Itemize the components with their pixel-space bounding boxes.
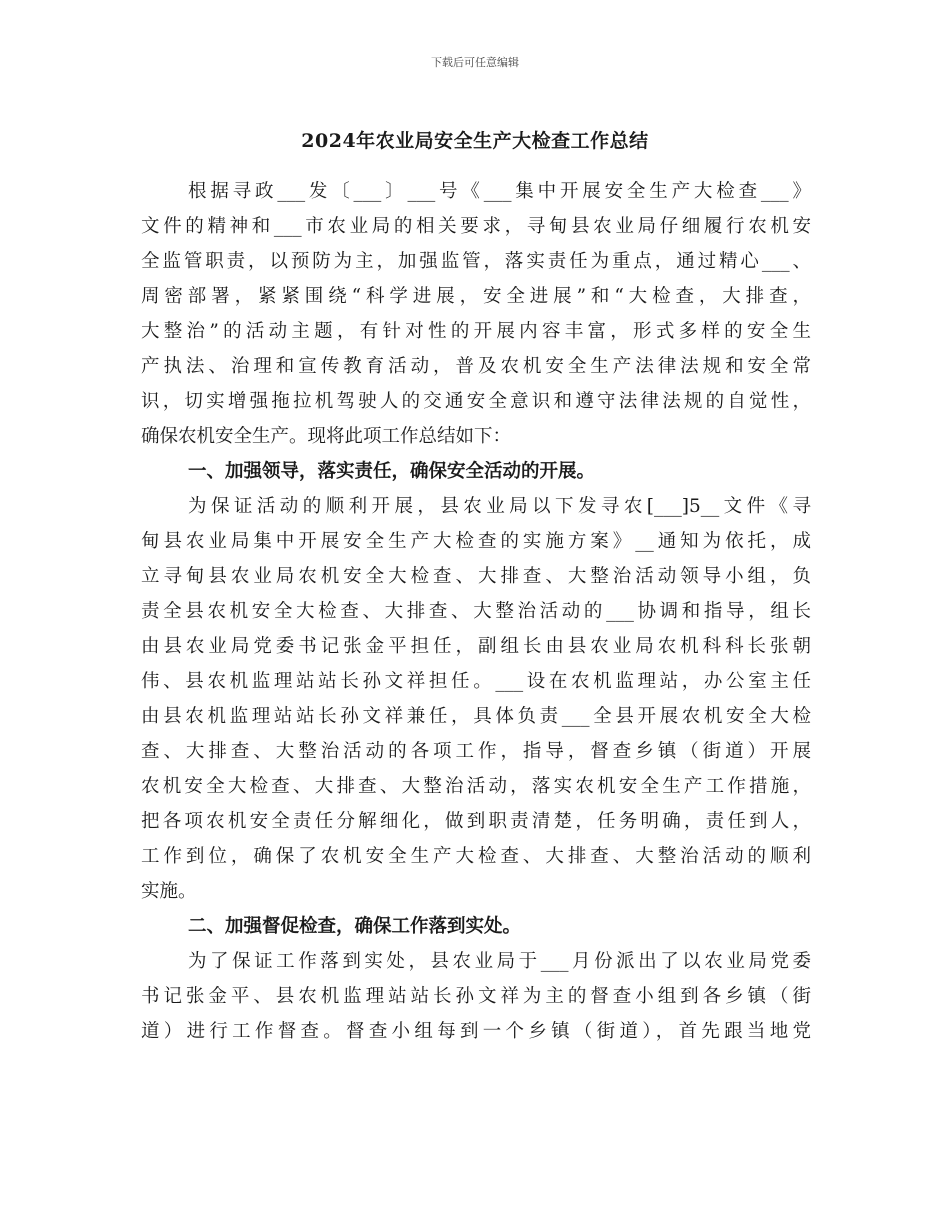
paragraph-line: 为保证活动的顺利开展，县农业局以下发寻农[___]5__文件《寻	[188, 496, 811, 517]
paragraph-line: 识，切实增强拖拉机驾驶人的交通安全意识和遵守法律法规的自觉性，	[141, 391, 811, 412]
paragraph-line: 为了保证工作落到实处，县农业局于___月份派出了以农业局党委	[188, 951, 811, 972]
paragraph-line: 全监管职责，以预防为主，加强监管，落实责任为重点，通过精心___、	[141, 251, 811, 272]
paragraph-line: 责全县农机安全大检查、大排查、大整治活动的___协调和指导，组长	[141, 601, 811, 622]
paragraph-line: 甸县农业局集中开展安全生产大检查的实施方案》__通知为依托，成	[141, 531, 811, 552]
paragraph-line: 把各项农机安全责任分解细化，做到职责清楚，任务明确，责任到人，	[141, 811, 811, 832]
paragraph-line: 大整治”的活动主题，有针对性的开展内容丰富，形式多样的安全生	[141, 321, 811, 342]
paragraph-line: 周密部署，紧紧围绕“科学进展，安全进展”和“大检查，大排查，	[141, 286, 811, 307]
section-heading: 二、加强督促检查，确保工作落到实处。	[188, 916, 522, 937]
paragraph-line: 实施。	[141, 881, 197, 902]
paragraph-line: 书记张金平、县农机监理站站长孙文祥为主的督查小组到各乡镇（街	[141, 986, 811, 1007]
paragraph-line: 工作到位，确保了农机安全生产大检查、大排查、大整治活动的顺利	[141, 846, 811, 867]
paragraph-line: 产执法、治理和宣传教育活动，普及农机安全生产法律法规和安全常	[141, 356, 811, 377]
paragraph-line: 文件的精神和___市农业局的相关要求，寻甸县农业局仔细履行农机安	[141, 216, 811, 237]
paragraph-line: 伟、县农机监理站站长孙文祥担任。___设在农机监理站，办公室主任	[141, 671, 811, 692]
paragraph-line: 查、大排查、大整治活动的各项工作，指导，督查乡镇（街道）开展	[141, 741, 811, 762]
paragraph-line: 道）进行工作督查。督查小组每到一个乡镇（街道），首先跟当地党	[141, 1021, 811, 1042]
section-heading: 一、加强领导，落实责任，确保安全活动的开展。	[188, 461, 596, 482]
header-note: 下载后可任意编辑	[431, 56, 519, 69]
paragraph-line: 根据寻政___发〔___〕___号《___集中开展安全生产大检查___》	[188, 181, 811, 202]
document-body	[141, 174, 811, 1049]
paragraph-line: 农机安全大检查、大排查、大整治活动，落实农机安全生产工作措施，	[141, 776, 811, 797]
paragraph-line: 立寻甸县农业局农机安全大检查、大排查、大整治活动领导小组，负	[141, 566, 811, 587]
paragraph-line: 由县农机监理站站长孙文祥兼任，具体负责___全县开展农机安全大检	[141, 706, 811, 727]
paragraph-line: 由县农业局党委书记张金平担任，副组长由县农业局农机科科长张朝	[141, 636, 811, 657]
paragraph-line: 确保农机安全生产。现将此项工作总结如下：	[141, 426, 512, 447]
document-title: 2024年农业局安全生产大检查工作总结	[301, 130, 649, 152]
